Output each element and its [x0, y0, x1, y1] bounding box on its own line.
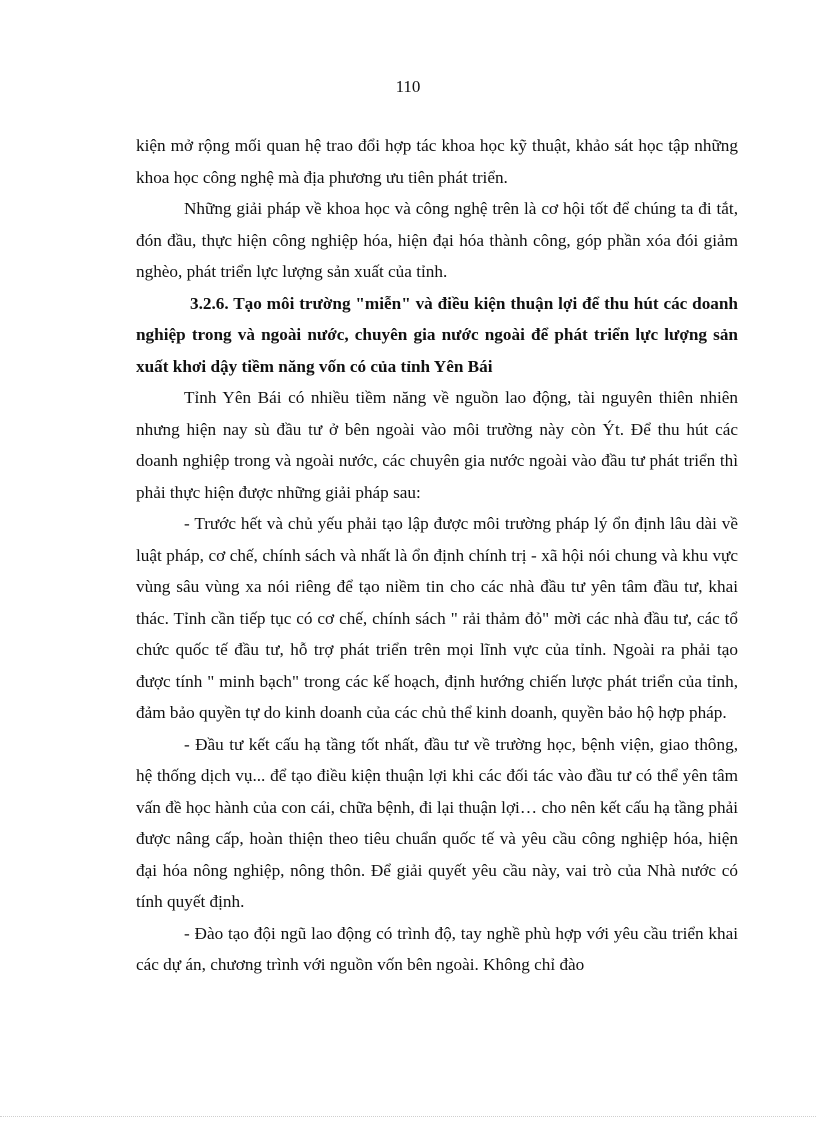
paragraph-3: Tỉnh Yên Bái có nhiều tiềm năng về nguồn lao động, tài nguyên thiên nhiên nhưng hiện nay sù đầu tư ở bên ngoài vào môi trường này còn Ýt. Để thu hút các doanh nghiệp trong và ngoài nước, các chuyên gia nước ngoài vào đầu tư phát triển thì phải thực hiện được những giải pháp sau: [136, 388, 738, 502]
paragraph-6: - Đào tạo đội ngũ lao động có trình độ, tay nghề phù hợp với yêu cầu triển khai các dự án, chương trình với nguồn vốn bên ngoài. Không chỉ đào [136, 923, 738, 974]
document-body [136, 130, 738, 981]
section-heading-3-2-6: 3.2.6. Tạo môi trường "miễn" và điều kiện thuận lợi để thu hút các doanh nghiệp trong và ngoài nước, chuyên gia nước ngoài để phát triển lực lượng sản xuất khơi dậy tiềm năng vốn có của tỉnh Yên Bái [136, 293, 738, 376]
paragraph-4: - Trước hết và chủ yếu phải tạo lập được môi trường pháp lý ổn định lâu dài về luật pháp, cơ chế, chính sách và nhất là ổn định chính trị - xã hội nói chung và khu vực vùng sâu vùng xa nói riêng để tạo niềm tin cho các nhà đầu tư yên tâm đầu tư, khai thác. Tỉnh cần tiếp tục có cơ chế, chính sách " rải thảm đỏ" mời các nhà đầu tư, các tổ chức quốc tế đầu tư, hỗ trợ phát triển trên mọi lĩnh vực của tỉnh. Ngoài ra phải tạo được tính " minh bạch" trong các kế hoạch, định hướng chiến lược phát triển của tỉnh, đảm bảo quyền tự do kinh doanh của các chủ thể kinh doanh, quyền bảo hộ hợp pháp. [136, 514, 738, 722]
page-bottom-divider [0, 1116, 816, 1117]
paragraph-2: Những giải pháp về khoa học và công nghệ trên là cơ hội tốt để chúng ta đi tắt, đón đầu, thực hiện công nghiệp hóa, hiện đại hóa thành công, góp phần xóa đói giảm nghèo, phát triển lực lượng sản xuất của tỉnh. [136, 199, 738, 281]
paragraph-5: - Đầu tư kết cấu hạ tầng tốt nhất, đầu tư về trường học, bệnh viện, giao thông, hệ thống dịch vụ... để tạo điều kiện thuận lợi khi các đối tác vào đầu tư có thể yên tâm vấn đề học hành của con cái, chữa bệnh, đi lại thuận lợi… cho nên kết cấu hạ tầng phải được nâng cấp, hoàn thiện theo tiêu chuẩn quốc tế và yêu cầu công nghiệp hóa, hiện đại hóa nông nghiệp, nông thôn. Để giải quyết yêu cầu này, vai trò của Nhà nước có tính quyết định. [136, 734, 738, 911]
paragraph-1: kiện mở rộng mối quan hệ trao đổi hợp tác khoa học kỹ thuật, khảo sát học tập những khoa học công nghệ mà địa phương ưu tiên phát triển. [136, 136, 738, 187]
page-number: 110 [395, 77, 421, 96]
